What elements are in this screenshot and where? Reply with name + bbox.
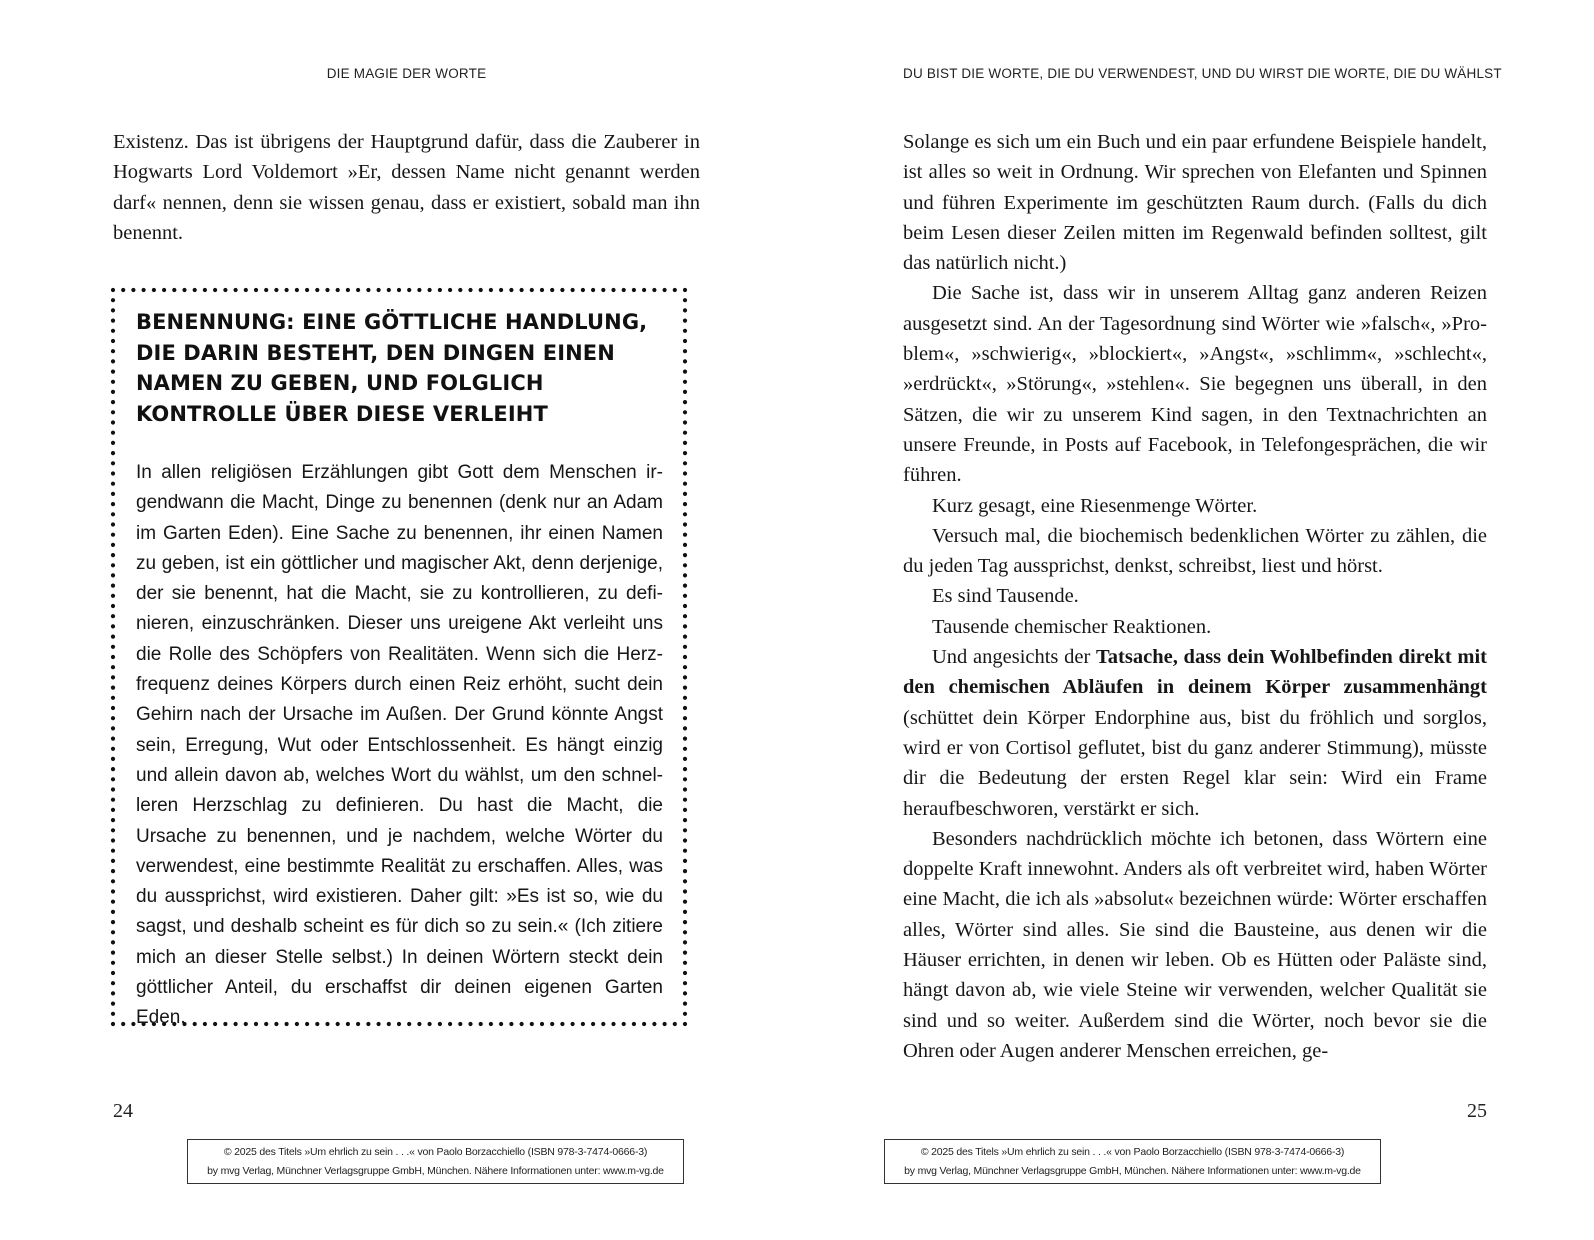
intro-paragraph: Existenz. Das ist übrigens der Hauptgrund dafür, dass die Zauberer in Hogwarts Lord Voldemort »Er, dessen Name nicht genannt werden darf« nennen, denn sie wissen genau, dass er existiert, sobald man ihn benennt.	[113, 131, 700, 244]
paragraph-7-start: Und angesichts der	[932, 646, 1097, 669]
paragraph-3: Kurz gesagt, eine Riesenmenge Wörter.	[932, 494, 1258, 517]
paragraph-7-bold: Tatsache, dass dein Wohlbefinden direkt mit den chemischen Abläufen in deinem Körper zusammenhängt	[903, 646, 1488, 699]
paragraph-1: Solange es sich um ein Buch und ein paar erfundene Beispiele handelt, ist alles so weit in Ordnung. Wir sprechen von Elefanten und Spinnen und führen Experimente im geschützten Raum durch. (Falls du dich beim Lesen dieser Zeilen mitten im Regenwald befinden solltest, gilt das natürlich nicht.)	[903, 131, 1487, 275]
copyright-box-left	[187, 1139, 684, 1184]
box-title: BENENNUNG: EINE GÖTTLICHE HANDLUNG, DIE DARIN BESTEHT, DEN DINGEN EINEN NAMEN ZU GEBEN, UND FOLGLICH KONTROLLE ÜBER DIESE VERLEIHT	[136, 310, 648, 426]
copyright-line-2: by mvg Verlag, Münchner Verlagsgruppe GmbH, München. Nähere Informationen unter: www.m-vg.de	[207, 1165, 664, 1177]
page-number-left: 24	[113, 1100, 133, 1122]
page-number-right: 25	[1467, 1100, 1487, 1122]
paragraph-5: Es sind Tausende.	[932, 585, 1079, 608]
paragraph-8: Besonders nachdrücklich möchte ich betonen, dass Wörtern eine doppelte Kraft innewohnt. Anders als oft verbreitet wird, haben Wörter eine Macht, die ich als »absolut« bezeichnen würde: Wörter erschaffen alles, Wörter sind alles. Sie sind die Bausteine, aus denen wir die Häuser errichten, in denen wir leben. Ob es Hütten oder Paläste sind, hängt davon ab, wie viele Steine wir verwenden, welcher Qualität sie sind und so weiter. Außerdem sind die Wörter, noch bevor sie die Ohren oder Augen anderer Menschen erreichen, ge-	[903, 827, 1487, 1062]
running-head-left: DIE MAGIE DER WORTE	[326, 66, 487, 81]
paragraph-7	[903, 642, 1487, 824]
right-page	[797, 0, 1594, 1240]
paragraph-7-end: (schüttet dein Körper Endorphine aus, bist du fröhlich und sorglos, wird er von Cortisol geflutet, bist du ganz anderer Stimmung), müsste dir die Bedeutung der ersten Regel klar sein: Wird ein Frame heraufbeschworen, verstärkt er sich.	[903, 706, 1487, 820]
paragraph-2: Die Sache ist, dass wir in unserem Alltag ganz anderen Reizen ausgesetzt sind. An der Tagesordnung sind Wörter wie »falsch«, »Problem«, »schwierig«, »blockiert«, »Angst«, »schlimm«, »schlecht«, »erdrückt«, »Störung«, »stehlen«. Sie begegnen uns überall, in den Sätzen, die wir zu unserem Kind sagen, in den Textnachrichten an unsere Freunde, in Posts auf Facebook, in Telefongesprächen, die wir führen.	[903, 282, 1487, 487]
copyright-line-1: © 2025 des Titels »Um ehrlich zu sein . . .« von Paolo Borzacchiello (ISBN 978-3-7474-0666-3)	[920, 1146, 1345, 1158]
running-head-right: DU BIST DIE WORTE, DIE DU VERWENDEST, UND DU WIRST DIE WORTE, DIE DU WÄHLST	[903, 66, 1502, 81]
box-text: In allen religiösen Erzählungen gibt Gott dem Menschen irgendwann die Macht, Dinge zu benennen (denk nur an Adam im Garten Eden). Eine Sache zu benennen, ihr einen Namen zu geben, ist ein göttlicher und magischer Akt, denn derjenige, der sie benennt, hat die Macht, sie zu kontrollieren, zu definieren, einzuschränken. Dieser uns ureigene Akt verleiht uns die Rolle des Schöpfers von Realitäten. Wenn sich die Herzfrequenz deines Körpers durch einen Reiz erhöht, sucht dein Gehirn nach der Ursache im Außen. Der Grund könnte Angst sein, Erregung, Wut oder Entschlossenheit. Es hängt einzig und allein davon ab, welches Wort du wählst, um den schnelleren Herzschlag zu definieren. Du hast die Macht, die Ursache zu benennen, und je nachdem, welche Wörter du verwendest, eine bestimmte Realität zu erschaffen. Alles, was du aussprichst, wird existieren. Daher gilt: »Es ist so, wie du sagst, und deshalb scheint es für dich so zu sein.« (Ich zitiere mich an dieser Stelle selbst.) In deinen Wörtern steckt dein göttlicher Anteil, du erschaffst dir deinen eigenen Garten Eden.	[136, 462, 663, 1029]
paragraph-4: Versuch mal, die biochemisch bedenklichen Wörter zu zählen, die du jeden Tag aussprichst, denkst, schreibst, liest und hörst.	[903, 524, 1487, 578]
definition-box	[110, 287, 688, 1028]
left-intro-text	[113, 127, 700, 248]
copyright-line-2: by mvg Verlag, Münchner Verlagsgruppe GmbH, München. Nähere Informationen unter: www.m-vg.de	[904, 1165, 1361, 1177]
copyright-box-right	[884, 1139, 1381, 1184]
paragraph-6: Tausende chemischer Reaktionen.	[932, 615, 1212, 638]
copyright-line-1: © 2025 des Titels »Um ehrlich zu sein . . .« von Paolo Borzacchiello (ISBN 978-3-7474-0666-3)	[223, 1146, 648, 1158]
right-body-text	[903, 127, 1487, 1066]
